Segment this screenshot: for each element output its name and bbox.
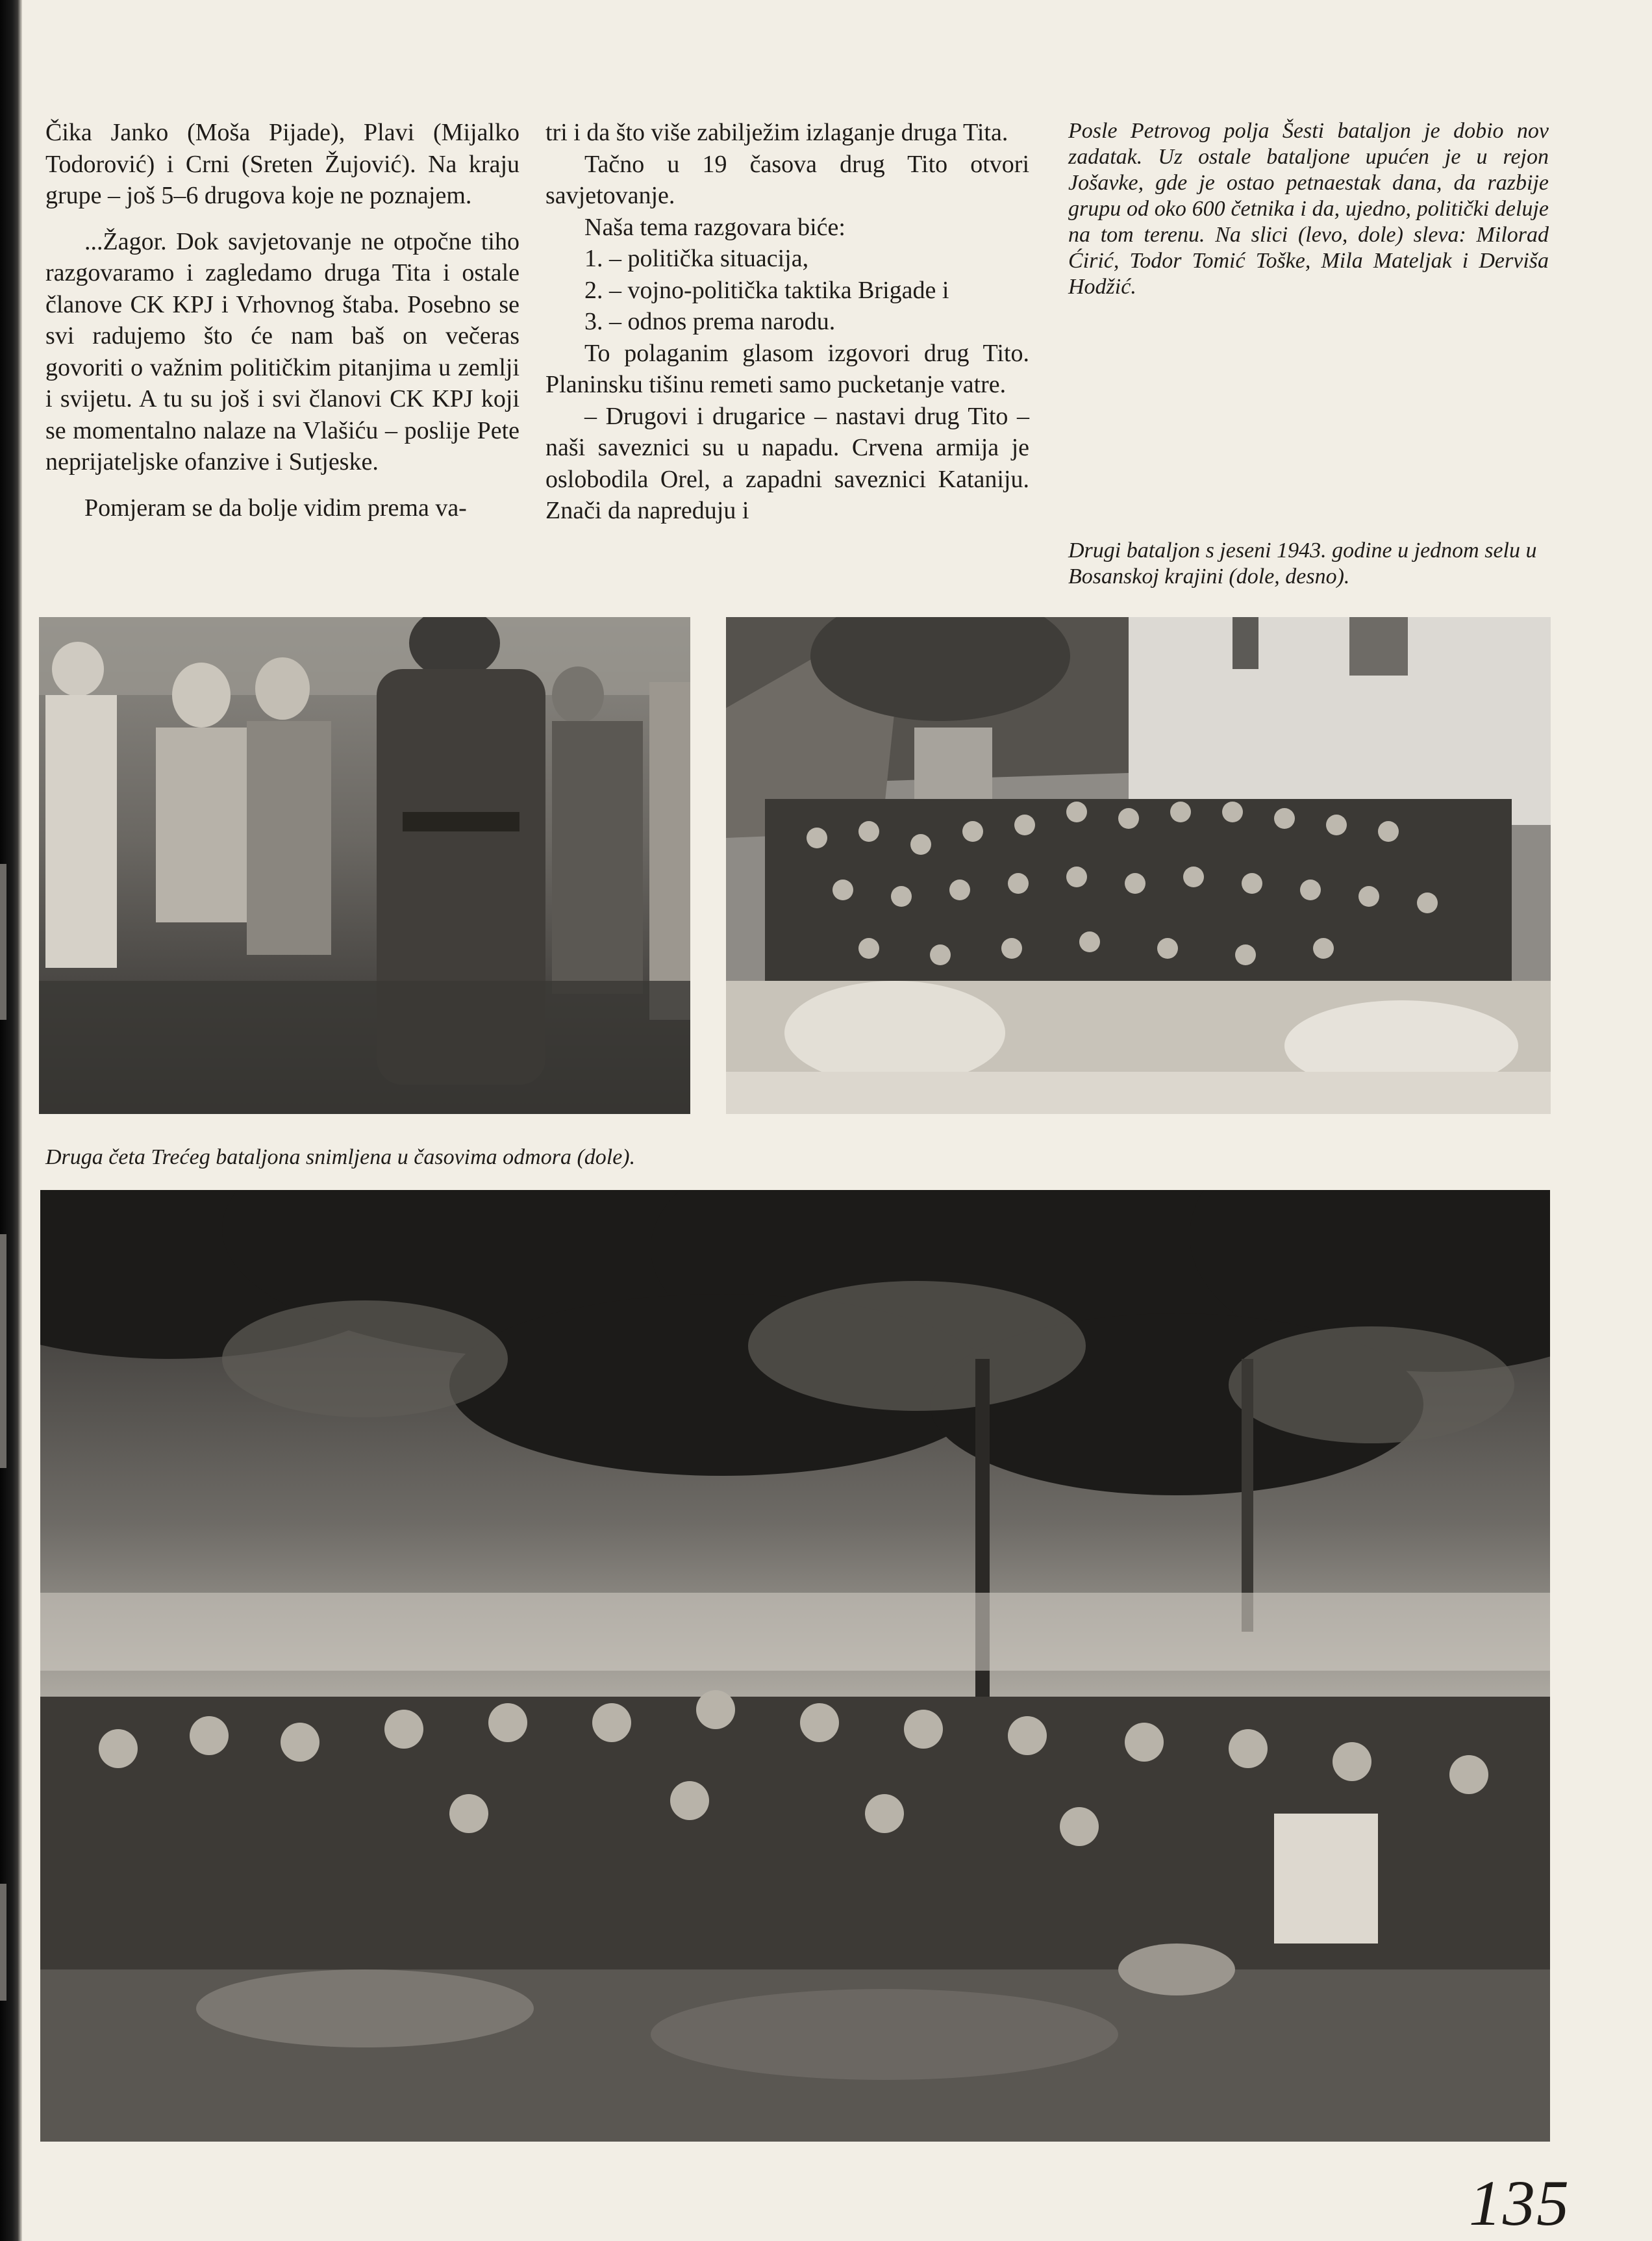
photo-image (726, 617, 1551, 1114)
paragraph: – Drugovi i drugarice – nastavi drug Tito – naši saveznici su u napadu. Crvena armija je oslobodila Orel, a zapadni saveznici Kataniju. Znači da napreduju i (545, 402, 1029, 524)
photo-image (40, 1190, 1550, 2142)
binding-notch (0, 864, 6, 1020)
paragraph: Tačno u 19 časova drug Tito otvori savjetovanje. (545, 150, 1029, 209)
paragraph: To polaganim glasom izgovori drug Tito. Planinsku tišinu remeti samo pucketanje vatre. (545, 339, 1029, 398)
paragraph: Čika Janko (Moša Pijade), Plavi (Mijalko Todorović) i Crni (Sreten Žujović). Na kraju grupe – još 5–6 drugova koje ne poznajem. (45, 119, 519, 209)
list-item: 1. – politička situacija, (584, 245, 809, 272)
book-binding-edge (0, 0, 22, 2241)
photo-caption-top-right: Posle Petrovog polja Šesti bataljon je dobio nov zadatak. Uz ostale bataljone upućen je u rejon Jošavke, gde je ostao petnaestak dana, da razbije grupu od oko 600 četnika i da, ujedno, politički deluje na tom terenu. Na slici (levo, dole) sleva: Milorad Ćirić, Todor Tomić Toške, Mila Mateljak i Derviša Hodžić. (1068, 119, 1549, 299)
page-number: 135 (1469, 2167, 1570, 2239)
photo-caption-bottom-left: Druga četa Trećeg bataljona snimljena u časovima odmora (dole). (45, 1145, 636, 1169)
binding-notch (0, 1234, 6, 1468)
text-column-left (45, 117, 519, 538)
list-item: 3. – odnos prema narodu. (584, 308, 836, 335)
paragraph: tri i da što više zabilježim izlaganje druga Tita. (545, 119, 1008, 146)
binding-notch (0, 1884, 6, 2001)
photo-caption-middle-right: Drugi bataljon s jeseni 1943. godine u jednom selu u Bosanskoj krajini (dole, desno). (1068, 538, 1537, 589)
paragraph: Naša tema razgovara biće: (584, 213, 845, 241)
text-column-middle (545, 117, 1029, 527)
photo-partisans-group-left (39, 617, 690, 1114)
paragraph: Pomjeram se da bolje vidim prema va- (84, 494, 467, 522)
photo-company-resting (40, 1190, 1550, 2142)
paragraph: ...Žagor. Dok savjetovanje ne otpočne tiho razgovaramo i zagledamo druga Tita i ostale članove CK KPJ i Vrhovnog štaba. Posebno se svi radujemo što će nam baš on večeras govoriti o važnim političkim pitanjima u zemlji i svijetu. A tu su još i svi članovi CK KPJ koji se momentalno nalaze na Vlašiću – poslije Pete neprijateljske ofanzive i Sutjeske. (45, 227, 519, 475)
list-item: 2. – vojno-politička taktika Brigade i (584, 276, 949, 304)
photo-image (39, 617, 690, 1114)
photo-battalion-village-right (726, 617, 1551, 1114)
